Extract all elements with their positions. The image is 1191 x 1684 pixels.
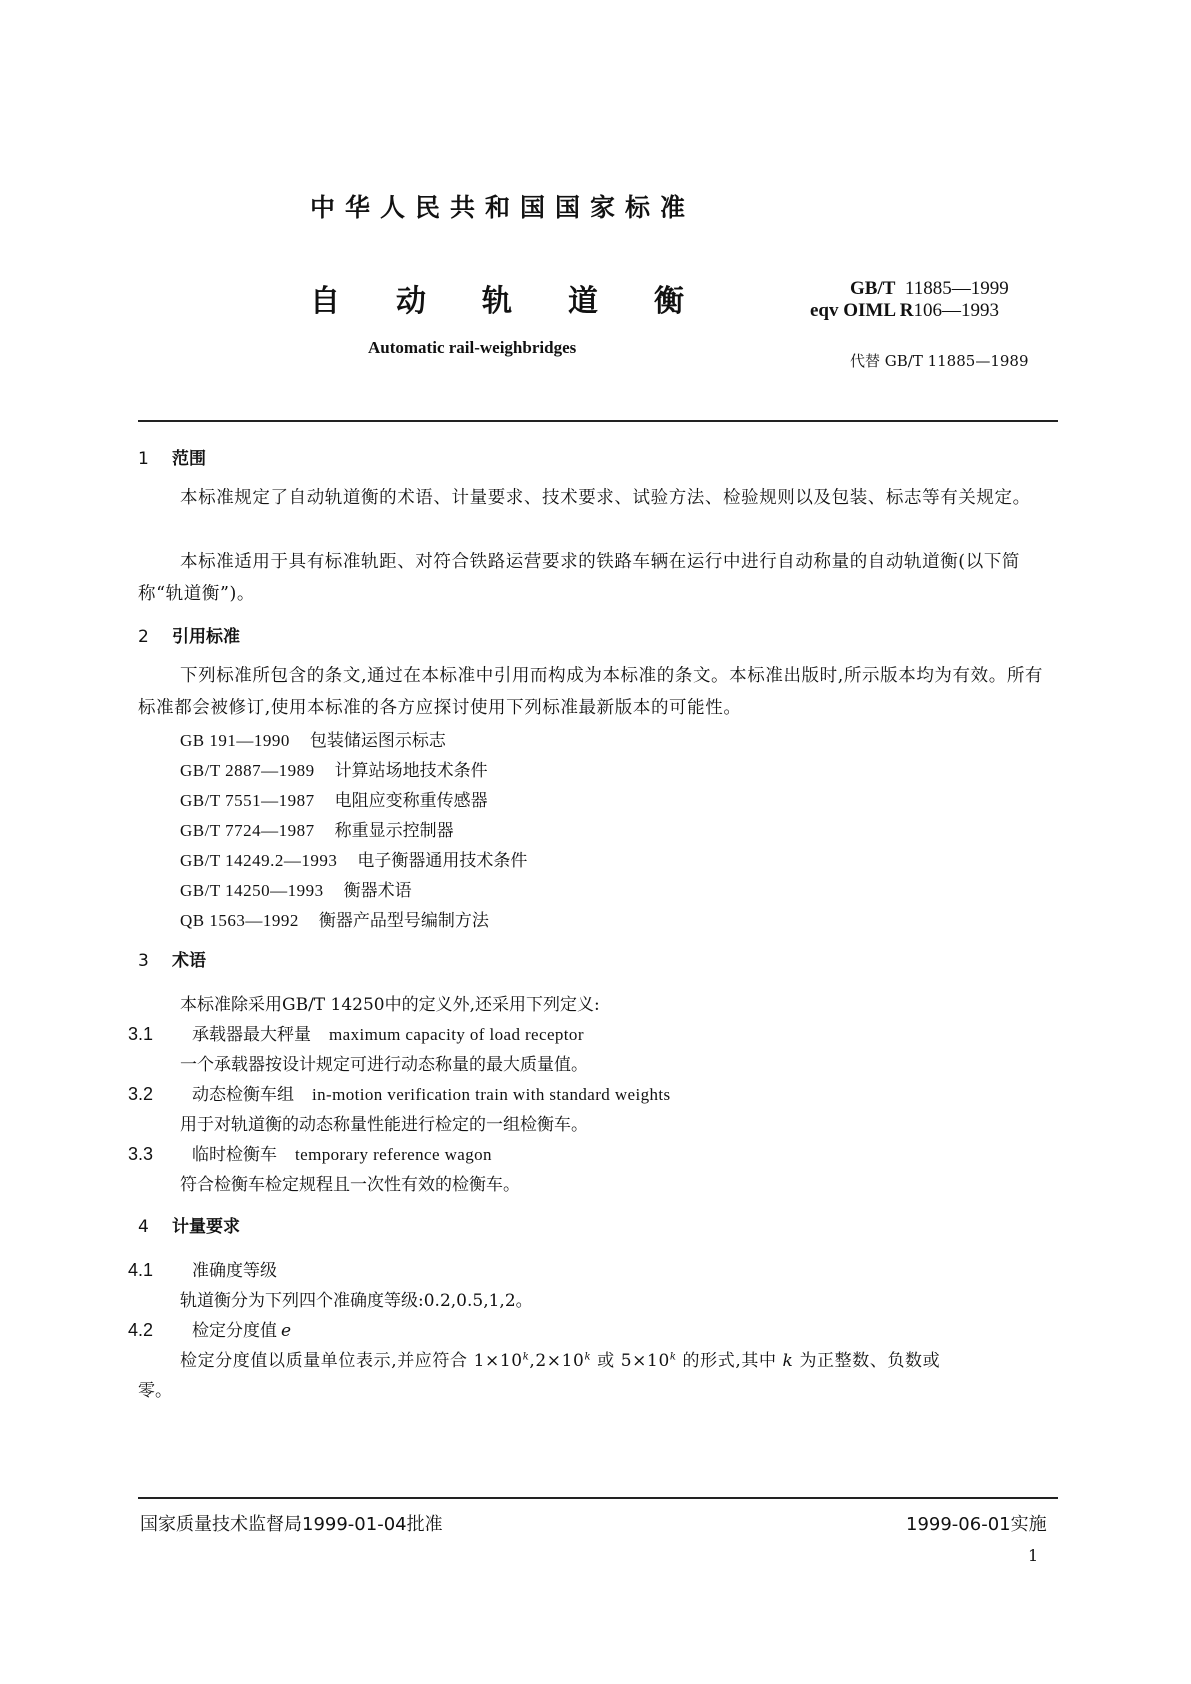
section-1-para-1-text: 本标准规定了自动轨道衡的术语、计量要求、技术要求、试验方法、检验规则以及包装、标志等有关规定。 — [180, 488, 1031, 508]
header-divider — [138, 420, 1058, 422]
term-cn: 承载器最大秤量 — [192, 1025, 311, 1045]
term-en: maximum capacity of load receptor — [329, 1025, 584, 1044]
term-definition: 一个承载器按设计规定可进行动态称量的最大质量值。 — [180, 1055, 588, 1075]
reference-item — [180, 726, 446, 751]
section-3-number: 3 — [138, 951, 149, 971]
text-part: 为正整数、负数或 — [793, 1351, 941, 1371]
standard-title-en: Automatic rail-weighbridges — [368, 338, 577, 357]
standard-code-prefix: GB/T — [850, 278, 896, 299]
reference-item — [180, 876, 412, 901]
subsection-symbol: e — [281, 1321, 292, 1341]
standard-code — [850, 278, 1009, 300]
reference-item — [180, 786, 488, 811]
section-3-intro: 本标准除采用GB/T 14250中的定义外,还采用下列定义: — [180, 995, 600, 1015]
equivalent-code — [810, 300, 999, 322]
subsection-title: 检定分度值 — [192, 1321, 277, 1341]
term-number: 3.2 — [128, 1084, 154, 1104]
exponent: k — [669, 1351, 677, 1363]
subsection-4-2 — [128, 1316, 291, 1341]
reference-code: GB/T 14249.2—1993 — [180, 851, 338, 870]
verification-interval-text-end: 零。 — [138, 1381, 172, 1401]
term-number: 3.1 — [128, 1024, 154, 1044]
reference-title: 电子衡器通用技术条件 — [357, 851, 528, 871]
reference-title: 衡器术语 — [343, 881, 412, 901]
reference-title: 计算站场地技术条件 — [334, 761, 488, 781]
text-part: 的形式,其中 — [676, 1351, 783, 1371]
reference-title: 衡器产品型号编制方法 — [318, 911, 489, 931]
term-3-3 — [128, 1140, 492, 1165]
verification-interval-text — [180, 1346, 940, 1371]
term-cn: 动态检衡车组 — [192, 1085, 294, 1105]
term-3-2 — [128, 1080, 671, 1105]
section-3-heading — [138, 946, 206, 971]
subsection-4-1 — [128, 1256, 277, 1281]
term-definition: 用于对轨道衡的动态称量性能进行检定的一组检衡车。 — [180, 1115, 588, 1135]
section-2-heading — [138, 622, 240, 647]
section-4-number: 4 — [138, 1217, 149, 1237]
section-2-para-1 — [138, 660, 1058, 724]
reference-title: 包装储运图示标志 — [309, 731, 446, 751]
reference-title: 称重显示控制器 — [334, 821, 454, 841]
equivalent-code-number: 106—1993 — [913, 300, 999, 321]
section-4-title: 计量要求 — [172, 1217, 240, 1237]
page-number: 1 — [1028, 1546, 1039, 1565]
section-2-title: 引用标准 — [172, 627, 240, 647]
exponent: k — [584, 1351, 592, 1363]
section-1-para-2 — [138, 546, 1058, 610]
text-part: 检定分度值以质量单位表示,并应符合 1×10 — [180, 1351, 523, 1371]
reference-code: GB/T 7724—1987 — [180, 821, 315, 840]
implementation-date: 1999-06-01实施 — [906, 1514, 1047, 1535]
term-en: temporary reference wagon — [295, 1145, 492, 1164]
standard-code-number: 11885—1999 — [904, 278, 1009, 299]
subsection-title: 准确度等级 — [192, 1261, 277, 1281]
equivalent-code-prefix: eqv OIML R — [810, 300, 914, 321]
term-definition: 符合检衡车检定规程且一次性有效的检衡车。 — [180, 1175, 520, 1195]
section-1-number: 1 — [138, 449, 149, 469]
section-1-para-2-text: 本标准适用于具有标准轨距、对符合铁路运营要求的铁路车辆在运行中进行自动称量的自动轨道衡(以下简称“轨道衡”)。 — [138, 552, 1021, 604]
reference-item — [180, 846, 527, 871]
text-part: 或 5×10 — [591, 1351, 670, 1371]
reference-code: GB/T 7551—1987 — [180, 791, 315, 810]
subsection-number: 4.2 — [128, 1320, 154, 1340]
text-part: ,2×10 — [529, 1351, 585, 1371]
subsection-number: 4.1 — [128, 1260, 154, 1280]
reference-code: GB/T 2887—1989 — [180, 761, 315, 780]
term-en: in-motion verification train with standard weights — [312, 1085, 671, 1104]
variable-k: k — [782, 1351, 794, 1371]
section-3-title: 术语 — [172, 951, 206, 971]
term-number: 3.3 — [128, 1144, 154, 1164]
term-3-1 — [128, 1020, 584, 1045]
section-2-number: 2 — [138, 627, 149, 647]
section-4-heading — [138, 1212, 240, 1237]
reference-code: QB 1563—1992 — [180, 911, 299, 930]
replaces-note: 代替 GB/T 11885—1989 — [850, 352, 1029, 370]
standard-title-cn: 自动轨道衡 — [310, 284, 740, 319]
reference-code: GB/T 14250—1993 — [180, 881, 324, 900]
approval-note: 国家质量技术监督局1999-01-04批准 — [140, 1514, 443, 1535]
section-1-title: 范围 — [172, 449, 206, 469]
reference-title: 电阻应变称重传感器 — [334, 791, 488, 811]
reference-item — [180, 906, 489, 931]
section-1-para-1 — [138, 482, 1058, 514]
reference-item — [180, 756, 488, 781]
term-cn: 临时检衡车 — [192, 1145, 277, 1165]
reference-code: GB 191—1990 — [180, 731, 290, 750]
reference-item — [180, 816, 454, 841]
section-2-para-1-text: 下列标准所包含的条文,通过在本标准中引用而构成为本标准的条文。本标准出版时,所示版本均为有效。所有标准都会被修订,使用本标准的各方应探讨使用下列标准最新版本的可能性。 — [138, 666, 1044, 718]
exponent: k — [522, 1351, 530, 1363]
national-standard-heading: 中华人民共和国国家标准 — [310, 193, 696, 222]
accuracy-classes-text: 轨道衡分为下列四个准确度等级:0.2,0.5,1,2。 — [180, 1291, 533, 1311]
footer-divider — [138, 1497, 1058, 1499]
section-1-heading — [138, 444, 206, 469]
